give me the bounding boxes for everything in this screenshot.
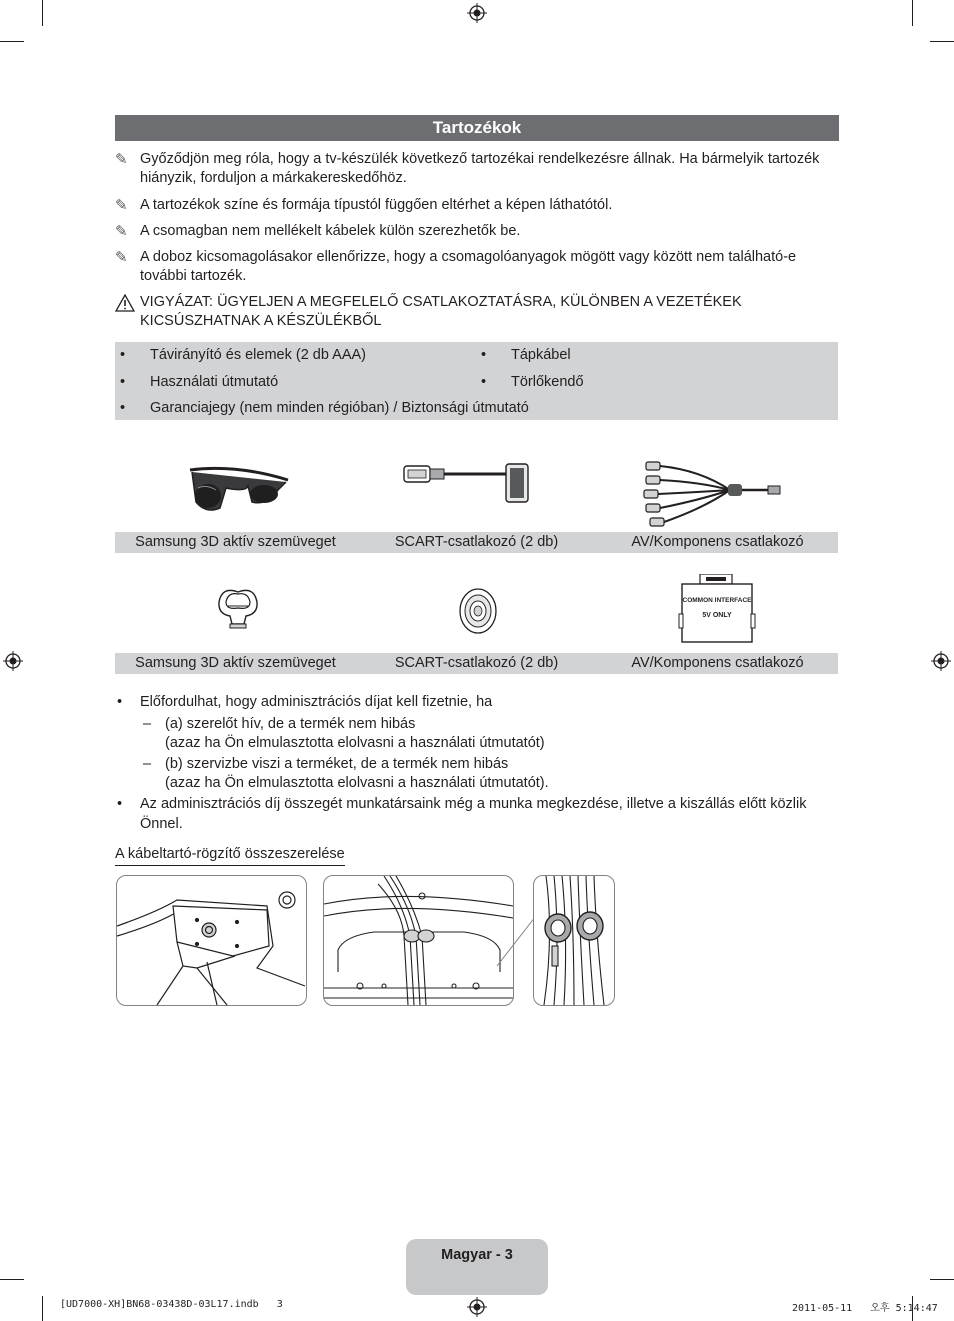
accessory-label-bar xyxy=(115,532,838,553)
fee-list: • Előfordulhat, hogy adminisztrációs díjat kell fizetnie, ha – (a) szerelőt hív, de a termék nem hibás (azaz ha Ön elmulasztotta elolvasni a használati útmutatót) – (b) szervizbe viszi a terméket, de a termék nem hibás (azaz ha Ön elmulasztotta elolvasni a használati útmutatót). • Az adminisztrációs díj összegét munkatársaink még a munka megkezdése, illetve a kiszállás előtt közlik Önnel. xyxy=(115,692,835,837)
registration-mark-icon xyxy=(931,651,951,671)
accessory-label-bar xyxy=(115,653,838,674)
accessory-label: AV/Komponens csatlakozó xyxy=(631,655,804,671)
print-slug-file: [UD7000-XH]BN68-03438D-03L17.indb 3 xyxy=(60,1299,283,1310)
crop-mark xyxy=(0,41,24,42)
registration-mark-icon xyxy=(3,651,23,671)
stand-assembly-illustration xyxy=(116,875,307,1006)
note xyxy=(115,150,835,190)
cable-holder-image xyxy=(214,584,262,632)
list-item: (azaz ha Ön elmulasztotta elolvasni a használati útmutatót) xyxy=(165,735,545,751)
ferrite-ring-image xyxy=(456,587,500,635)
accessory-label: Samsung 3D aktív szemüveget xyxy=(135,655,336,671)
note-pencil-icon: ✎ xyxy=(115,249,128,266)
crop-mark xyxy=(930,41,954,42)
accessory-label: Samsung 3D aktív szemüveget xyxy=(135,534,336,550)
page-number-tab: Magyar - 3 xyxy=(406,1239,548,1295)
registration-mark-icon xyxy=(467,1297,487,1317)
note-text: A csomagban nem mellékelt kábelek külön szerezhetők be. xyxy=(140,223,521,239)
scart-cable-image xyxy=(400,462,532,506)
3d-glasses-image xyxy=(186,462,292,522)
note xyxy=(115,248,835,288)
note-pencil-icon: ✎ xyxy=(115,151,128,168)
cable-routing-illustration xyxy=(323,875,514,1006)
crop-mark xyxy=(930,1279,954,1280)
list-item: Az adminisztrációs díj összegét munkatársaink még a munka megkezdése, illetve a kiszállás előtt közlik Önnel. xyxy=(140,796,807,832)
ci-card-adapter-image xyxy=(678,574,756,646)
print-slug-date: 2011-05-11 오후 5:14:47 xyxy=(792,1303,938,1314)
accessory-label: AV/Komponens csatlakozó xyxy=(631,534,804,550)
note-text: A tartozékok színe és formája típustól függően eltérhet a képen láthatótól. xyxy=(140,197,613,213)
list-item: Előfordulhat, hogy adminisztrációs díjat kell fizetnie, ha xyxy=(140,694,493,710)
list-item: (a) szerelőt hív, de a termék nem hibás xyxy=(165,716,416,732)
crop-mark xyxy=(42,0,43,26)
note-pencil-icon: ✎ xyxy=(115,197,128,214)
section-title: Tartozékok xyxy=(115,115,839,141)
accessory-label: SCART-csatlakozó (2 db) xyxy=(394,655,559,671)
note xyxy=(115,222,835,242)
list-item: (azaz ha Ön elmulasztotta elolvasni a használati útmutatót). xyxy=(165,775,549,791)
ci-card-label: COMMON INTERFACE xyxy=(682,597,752,604)
note xyxy=(115,196,835,216)
note-text: A doboz kicsomagolásakor ellenőrizze, hogy a csomagolóanyagok mögött vagy között nem található-e további tartozék. xyxy=(140,249,797,284)
cable-holder-heading: A kábeltartó-rögzítő összeszerelése xyxy=(115,845,345,866)
crop-mark xyxy=(912,0,913,26)
registration-mark-icon xyxy=(467,3,487,23)
caution-text: VIGYÁZAT: ÜGYELJEN A MEGFELELŐ CSATLAKOZTATÁSRA, KÜLÖNBEN A VEZETÉKEK KICSÚSZHATNAK A KÉSZÜLÉKBŐL xyxy=(140,294,742,329)
accessory-label: SCART-csatlakozó (2 db) xyxy=(394,534,559,550)
cable-holder-detail-illustration xyxy=(533,875,615,1006)
ci-card-label: 5V ONLY xyxy=(702,612,732,619)
note-pencil-icon: ✎ xyxy=(115,223,128,240)
warning-triangle-icon xyxy=(115,294,135,312)
list-item: (b) szervizbe viszi a terméket, de a termék nem hibás xyxy=(165,756,509,772)
crop-mark xyxy=(42,1296,43,1321)
av-component-cable-image xyxy=(640,456,788,534)
note-text: Győződjön meg róla, hogy a tv-készülék következő tartozékai rendelkezésre állnak. Ha bármelyik tartozék hiányzik, forduljon a márkakereskedőhöz. xyxy=(140,151,820,186)
accessory-list-box: • Távirányító és elemek (2 db AAA) • Használati útmutató • Garanciajegy (nem minden régióban) / Biztonsági útmutató • Tápkábel • Törlőkendő xyxy=(115,342,838,420)
crop-mark xyxy=(0,1279,24,1280)
caution-notice xyxy=(115,293,835,333)
